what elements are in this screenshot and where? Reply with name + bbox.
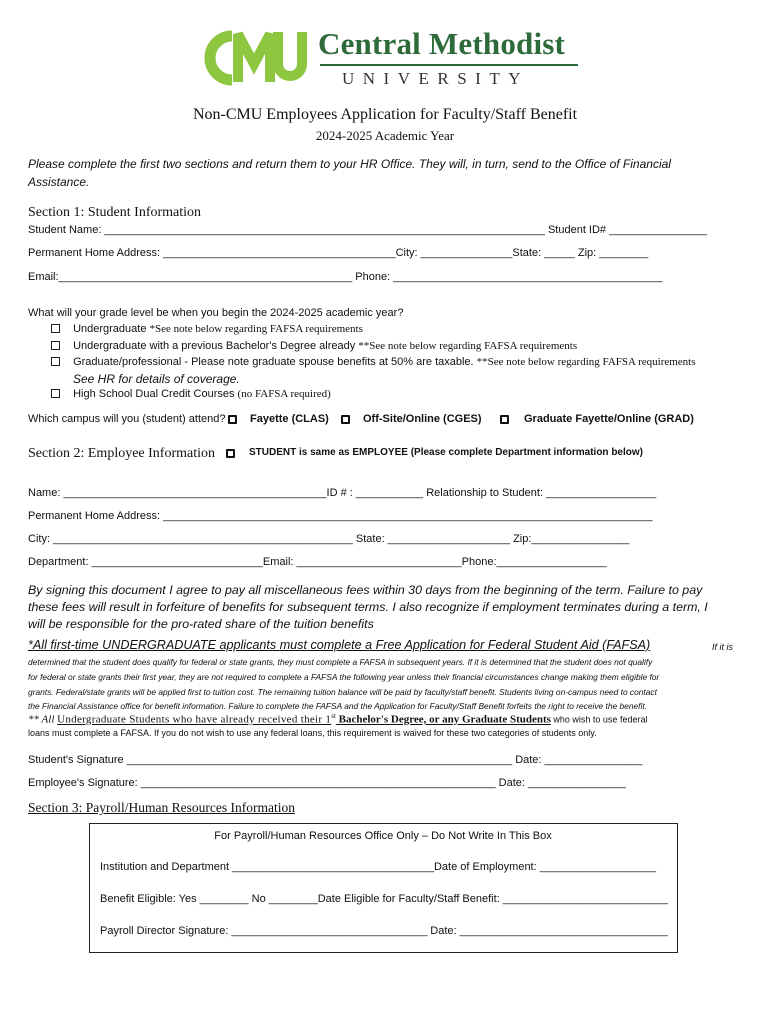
fafsa-heading-tail: If it is: [712, 642, 734, 652]
logo-divider: [320, 64, 578, 66]
checkbox-campus-graduate[interactable]: [500, 415, 509, 424]
agreement-line1: By signing this document I agree to pay all miscellaneous fees within 30 days from the beginning of the term. Failure to pay: [28, 583, 703, 597]
agreement-line2: these fees will result in forfeiture of benefits for subsequent terms. I also recognize if employment terminates during a term, I: [28, 600, 708, 614]
student-email-phone-field[interactable]: Email:________________________________________________ Phone: ____________________________________________: [28, 271, 663, 283]
university-subtitle: UNIVERSITY: [342, 69, 529, 88]
hr-box-title: For Payroll/Human Resources Office Only – Do Not Write In This Box: [214, 830, 552, 842]
institution-department-field[interactable]: Institution and Department _________________________________Date of Employment: ___________________: [100, 861, 656, 873]
grade-option-undergraduate[interactable]: Undergraduate *See note below regarding FAFSA requirements: [51, 323, 363, 335]
hr-office-box: [89, 823, 678, 953]
checkbox-graduate[interactable]: [51, 357, 60, 366]
checkbox-dual-credit[interactable]: [51, 389, 60, 398]
payroll-director-signature-field[interactable]: Payroll Director Signature: ________________________________ Date: __________________________________: [100, 925, 668, 937]
fafsa-paragraph-line5: ** All Undergraduate Students who have already received their 1st Bachelor's Degree, or any Graduate Students who wish to use federal: [28, 712, 648, 726]
checkbox-second-degree[interactable]: [51, 341, 60, 350]
grade-option-dual-credit[interactable]: High School Dual Credit Courses (no FAFSA required): [51, 388, 331, 400]
grade-option-graduate[interactable]: Graduate/professional - Please note graduate spouse benefits at 50% are taxable. **See note below regarding FAFSA requirements: [51, 356, 696, 368]
graduate-coverage-note: See HR for details of coverage.: [73, 372, 240, 386]
fafsa-paragraph-line3: grants. Federal/state grants will be applied first to tuition cost. The remaining tuition balance will be paid by faculty/staff benefit. Students living on-campus need to contact: [28, 687, 657, 697]
benefit-eligible-field[interactable]: Benefit Eligible: Yes ________ No ________Date Eligible for Faculty/Staff Benefit: ___________________________: [100, 893, 668, 905]
employee-department-field[interactable]: Department: ____________________________Email: ___________________________Phone:__________________: [28, 556, 607, 568]
section3-heading: Section 3: Payroll/Human Resources Information: [28, 800, 295, 815]
campus-question: Which campus will you (student) attend?: [28, 413, 226, 425]
student-is-employee-label: STUDENT is same as EMPLOYEE (Please complete Department information below): [249, 447, 643, 458]
student-address-field[interactable]: Permanent Home Address: ______________________________________City: _______________State: _____ Zip: ________: [28, 247, 649, 259]
student-signature-field[interactable]: Student's Signature _______________________________________________________________ Date: ________________: [28, 754, 643, 766]
university-name: Central Methodist: [318, 26, 566, 61]
employee-city-field[interactable]: City: _________________________________________________ State: ____________________ Zip:________________: [28, 533, 630, 545]
fafsa-paragraph-line2: for federal or state grants their first year, they are not required to complete a FAFSA the following year unless their financial circumstances change making them eligible for: [28, 672, 660, 682]
checkbox-student-is-employee[interactable]: [226, 449, 235, 458]
checkbox-undergraduate[interactable]: [51, 324, 60, 333]
grade-level-question: What will your grade level be when you begin the 2024-2025 academic year?: [28, 307, 404, 319]
form-title: Non-CMU Employees Application for Faculty/Staff Benefit: [192, 106, 578, 123]
academic-year: 2024-2025 Academic Year: [315, 128, 455, 143]
instructions-line2: Assistance.: [28, 175, 90, 189]
section2-heading: Section 2: Employee Information: [28, 446, 216, 461]
instructions-line1: Please complete the first two sections and return them to your HR Office. They will, in turn, send to the Office of Financial: [28, 157, 671, 171]
checkbox-campus-online[interactable]: [341, 415, 350, 424]
campus-online-label: Off-Site/Online (CGES): [363, 413, 482, 425]
section1-heading: Section 1: Student Information: [28, 205, 202, 220]
student-name-field[interactable]: Student Name: ________________________________________________________________________ Student ID# ________________: [28, 224, 707, 236]
employee-address-field[interactable]: Permanent Home Address: ________________________________________________________________________________: [28, 510, 653, 522]
grade-option-second-degree[interactable]: Undergraduate with a previous Bachelor's Degree already **See note below regarding FAFSA requirements: [51, 340, 577, 352]
fafsa-heading: *All first-time UNDERGRADUATE applicants must complete a Free Application for Federal Student Aid (FAFSA): [28, 638, 651, 652]
agreement-line3: will be responsible for the pro-rated share of the tuition benefits: [28, 617, 374, 631]
employee-name-field[interactable]: Name: ___________________________________________ID # : ___________ Relationship to Student: __________________: [28, 487, 657, 499]
campus-graduate-label: Graduate Fayette/Online (GRAD): [524, 413, 694, 425]
fafsa-paragraph-line6: loans must complete a FAFSA. If you do not wish to use any federal loans, this requirement is waived for these two categories of students only.: [28, 728, 597, 738]
fafsa-paragraph-line4: the Financial Assistance office for benefit information. Failure to complete the FAFSA and the Application for Faculty/Staff Benefit forfeits the right to receive the benefit.: [28, 701, 647, 711]
cmu-logo: [192, 24, 587, 94]
fafsa-paragraph-line1: determined that the student does qualify for federal or state grants, they must complete a FAFSA in subsequent years. If it is determined that the student does not qualify: [28, 657, 653, 667]
checkbox-campus-fayette[interactable]: [228, 415, 237, 424]
employee-signature-field[interactable]: Employee's Signature: __________________________________________________________ Date: ________________: [28, 777, 626, 789]
campus-fayette-label: Fayette (CLAS): [250, 413, 329, 425]
